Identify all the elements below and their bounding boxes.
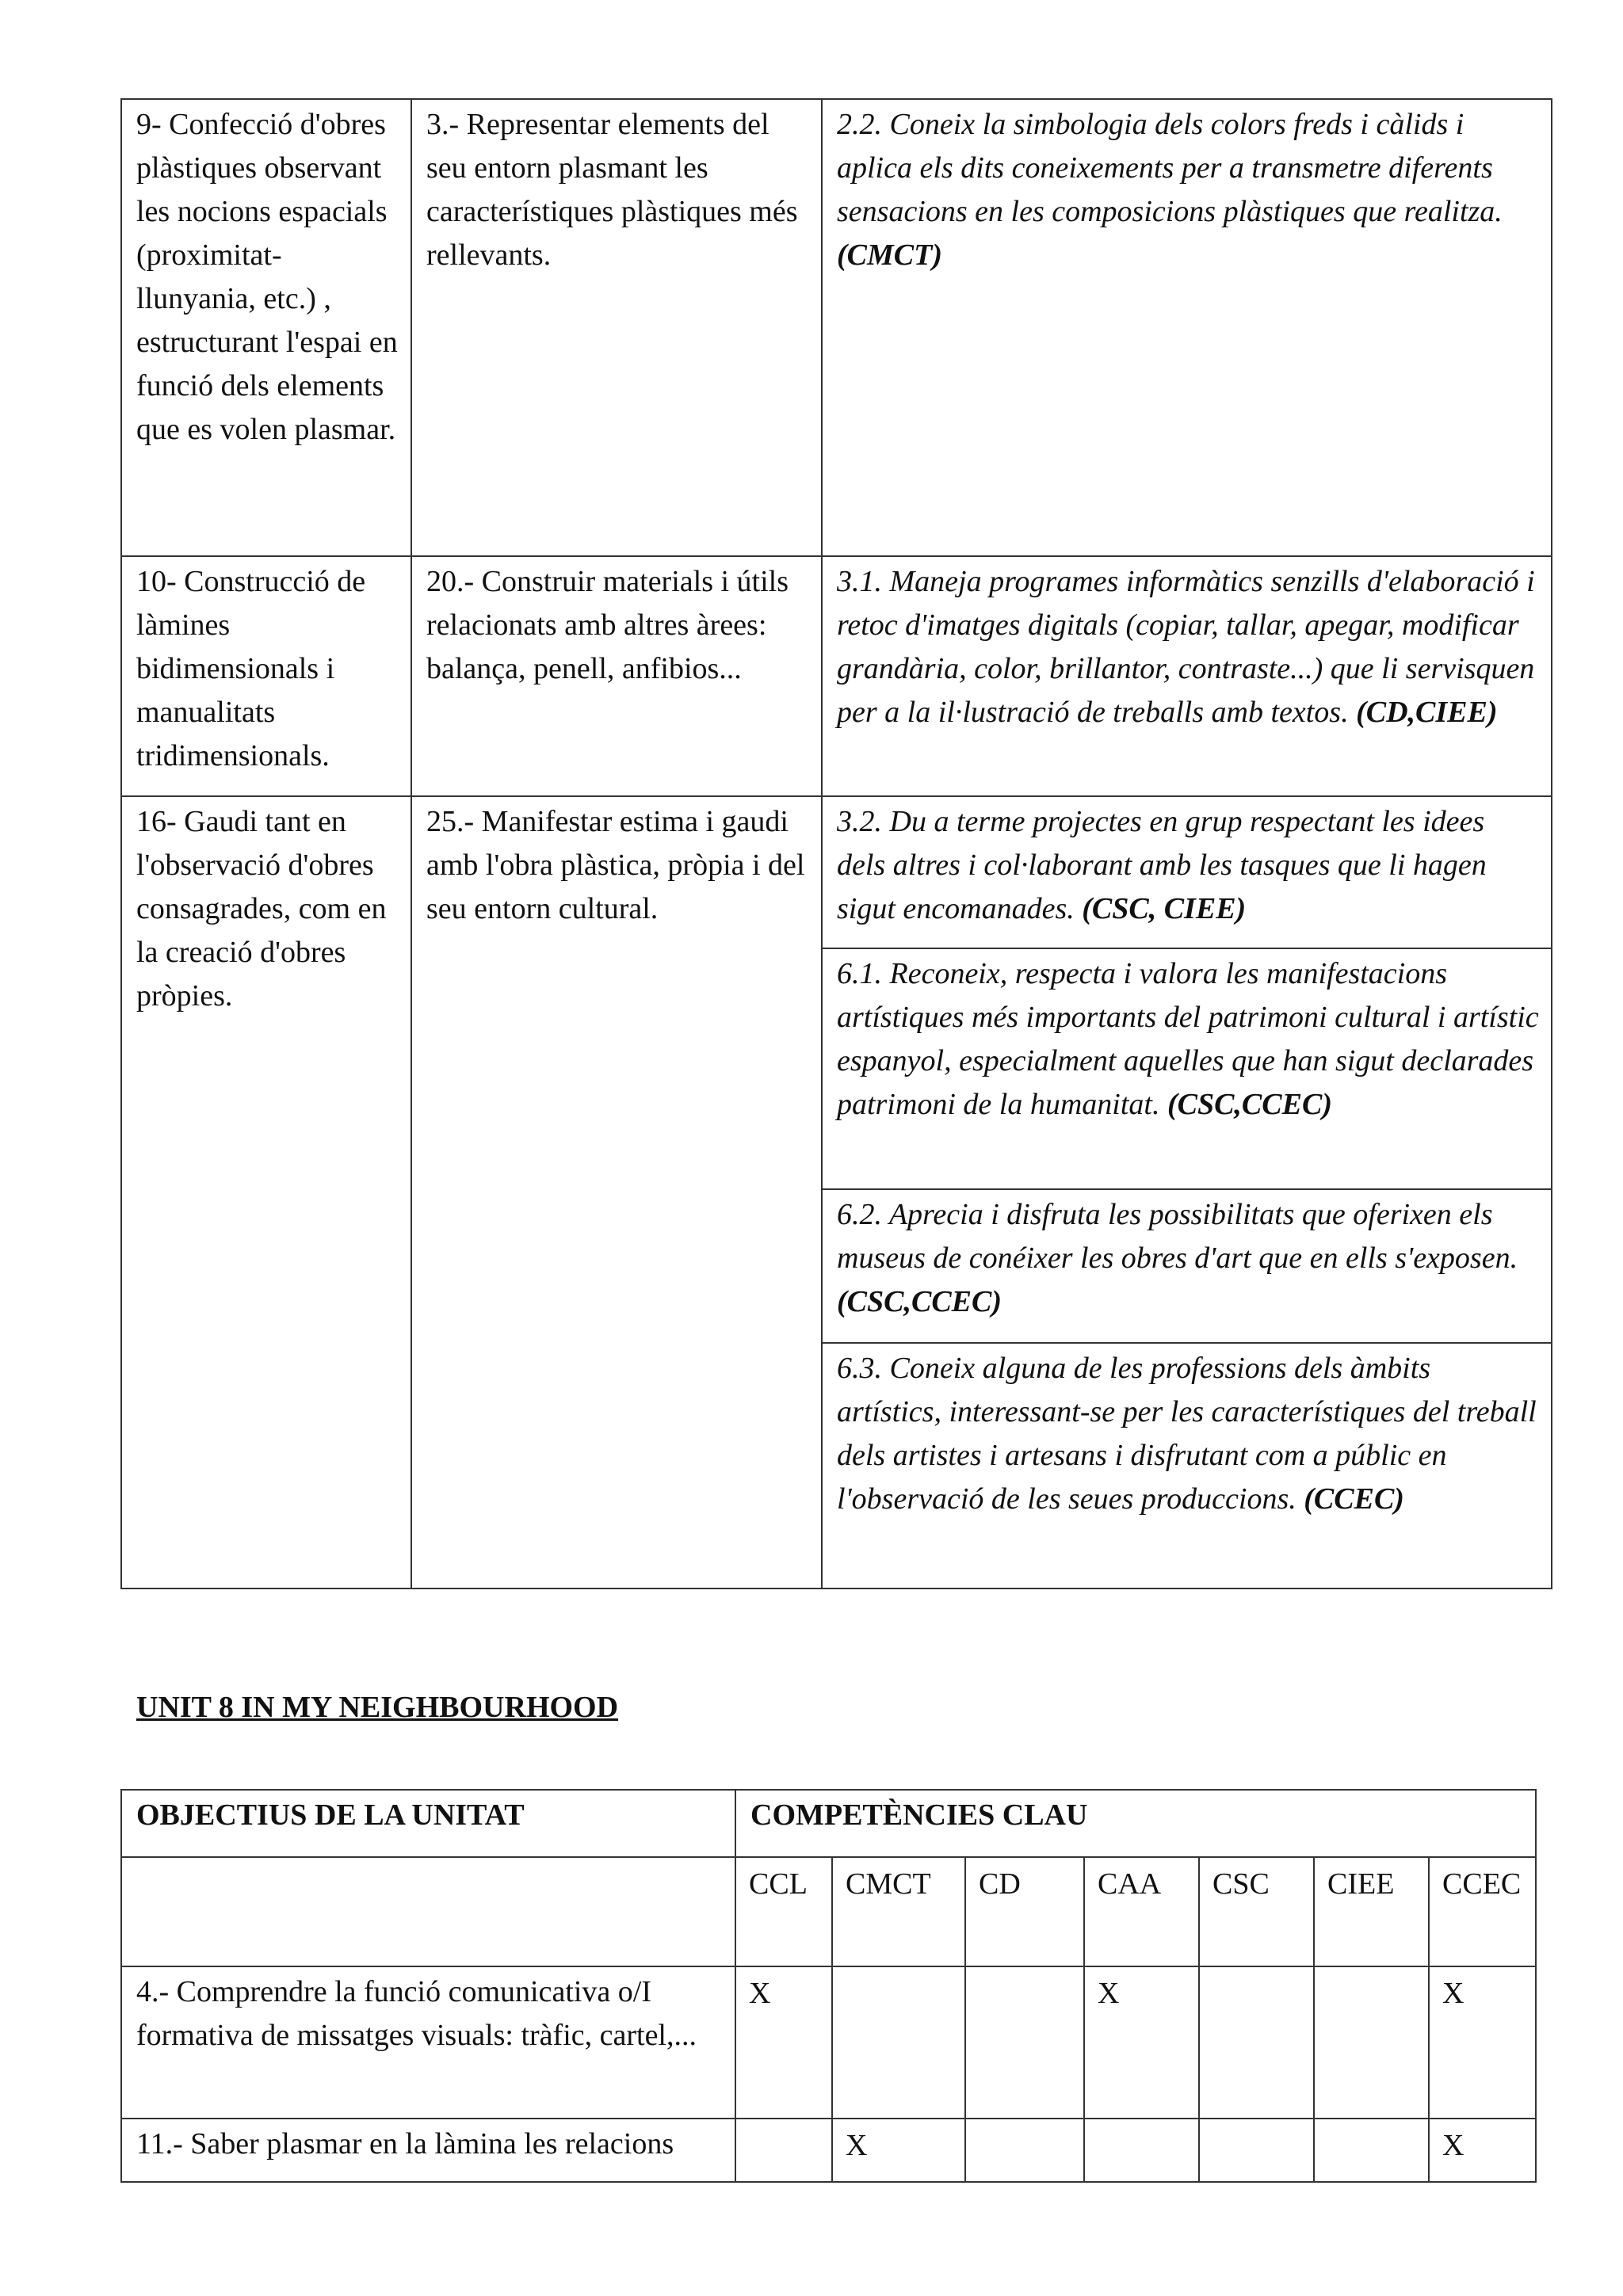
standard-text: 3.2. Du a terme projectes en grup respectant les idees dels altres i col·laborant amb les tasques que li hagen sigut encomanades.: [837, 805, 1487, 925]
standard-text: 2.2. Coneix la simbologia dels colors freds i càlids i aplica els dits coneixements per a transmetre diferents sensacions en les composicions plàstiques que realitza.: [837, 108, 1503, 228]
objective-cell: 20.- Construir materials i útils relacionats amb altres àrees: balança, penell, anfibios...: [411, 556, 822, 796]
criteria-cell: 16- Gaudi tant en l'observació d'obres consagrades, com en la creació d'obres pròpies.: [121, 796, 411, 1589]
code-cmct: CMCT: [832, 1857, 965, 1966]
standard-text: 3.1. Maneja programes informàtics senzills d'elaboració i retoc d'imatges digitals (copiar, tallar, apegar, modificar grandària, color, brillantor, contraste...) que li servisquen per a la il·lustració de treballs amb textos.: [837, 565, 1535, 729]
objective-cell: 11.- Saber plasmar en la làmina les relacions: [121, 2119, 735, 2182]
code-csc: CSC: [1199, 1857, 1314, 1966]
competence-codes-row: [121, 1857, 1536, 1966]
standard-item: [823, 1344, 1551, 1527]
mark-cell: [1199, 1966, 1314, 2119]
mark-cell: X: [735, 1966, 832, 2119]
standard-text: 6.2. Aprecia i disfruta les possibilitats que oferixen els museus de conéixer les obres d'art que en ells s'exposen.: [837, 1198, 1518, 1275]
standard-competences: (CSC, CIEE): [1082, 892, 1247, 925]
code-ccec: CCEC: [1429, 1857, 1536, 1966]
standard-competences: (CD,CIEE): [1356, 696, 1498, 729]
standard-cell: [822, 556, 1552, 796]
mark-cell: [1314, 2119, 1429, 2182]
mark-cell: X: [1429, 1966, 1536, 2119]
standard-competences: (CSC,CCEC): [837, 1285, 1002, 1318]
standard-item: [823, 1190, 1551, 1344]
mark-cell: X: [832, 2119, 965, 2182]
mark-cell: [1314, 1966, 1429, 2119]
standard-text: 6.1. Reconeix, respecta i valora les manifestacions artístiques més importants del patrimoni cultural i artístic espanyol, especialment aquelles que han sigut declarades patrimoni de la humanitat.: [837, 957, 1539, 1121]
unit-heading: UNIT 8 IN MY NEIGHBOURHOOD: [136, 1691, 619, 1724]
key-competences-header: COMPETÈNCIES CLAU: [735, 1790, 1536, 1857]
mark-cell: X: [1084, 1966, 1199, 2119]
table-header-row: [121, 1790, 1536, 1857]
mark-cell: [1084, 2119, 1199, 2182]
upper-criteria-table: [120, 98, 1552, 1589]
mark-cell: [1199, 2119, 1314, 2182]
standard-competences: (CSC,CCEC): [1167, 1088, 1332, 1121]
criteria-cell: 10- Construcció de làmines bidimensionals i manualitats tridimensionals.: [121, 556, 411, 796]
mark-cell: [832, 1966, 965, 2119]
criteria-cell: 9- Confecció d'obres plàstiques observant les nocions espacials (proximitat-llunyania, etc.) , estructurant l'espai en funció dels elements que es volen plasmar.: [121, 99, 411, 556]
objective-cell: 3.- Representar elements del seu entorn plasmant les característiques plàstiques més rellevants.: [411, 99, 822, 556]
standard-cell-stack: [822, 796, 1552, 1589]
standard-competences: (CCEC): [1304, 1482, 1404, 1516]
objective-cell: 4.- Comprendre la funció comunicativa o/I formativa de missatges visuals: tràfic, cartel,...: [121, 1966, 735, 2119]
objective-cell: 25.- Manifestar estima i gaudi amb l'obra plàstica, pròpia i del seu entorn cultural.: [411, 796, 822, 1589]
table-row: [121, 99, 1552, 556]
mark-cell: [735, 2119, 832, 2182]
mark-cell: X: [1429, 2119, 1536, 2182]
standard-competences: (CMCT): [837, 238, 942, 272]
empty-cell: [121, 1857, 735, 1966]
code-caa: CAA: [1084, 1857, 1199, 1966]
code-cd: CD: [965, 1857, 1084, 1966]
standard-text: 6.3. Coneix alguna de les professions dels àmbits artístics, interessant-se per les característiques del treball dels artistes i artesans i disfrutant com a públic en l'observació de les seues produccions.: [837, 1352, 1537, 1516]
table-row: [121, 796, 1552, 1589]
standard-item: [823, 949, 1551, 1190]
code-ciee: CIEE: [1314, 1857, 1429, 1966]
standard-item: [823, 797, 1551, 949]
table-row: [121, 556, 1552, 796]
mark-cell: [965, 2119, 1084, 2182]
code-ccl: CCL: [735, 1857, 832, 1966]
key-competences-table: [120, 1789, 1537, 2183]
standard-cell: [822, 99, 1552, 556]
table-row: [121, 1966, 1536, 2119]
mark-cell: [965, 1966, 1084, 2119]
table-row: [121, 2119, 1536, 2182]
objectives-header: OBJECTIUS DE LA UNITAT: [121, 1790, 735, 1857]
